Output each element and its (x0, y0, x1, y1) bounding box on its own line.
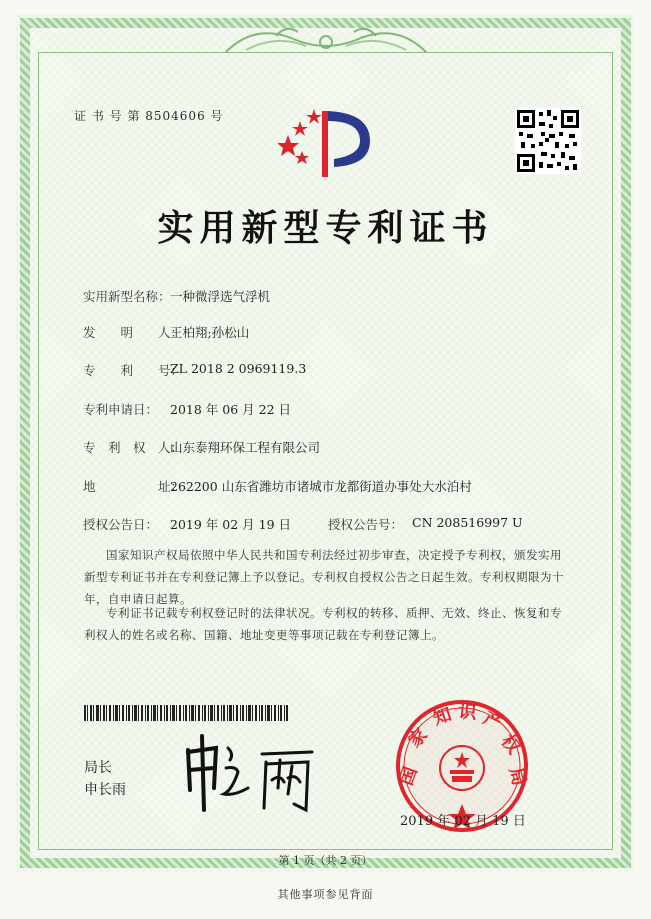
address-value: 262200 山东省潍坊市诸城市龙都街道办事处大水泊村 (170, 479, 472, 494)
barcode-icon (84, 705, 288, 721)
inventor-label: 发 明 人： (83, 325, 184, 340)
svg-text:知: 知 (430, 704, 455, 730)
grant-date-value: 2019 年 02 月 19 日 (170, 517, 291, 532)
svg-text:家: 家 (404, 724, 432, 752)
paragraph-2-line-2: 利权人的姓名或名称、国籍、地址变更等事项记载在专利登记簿上。 (84, 628, 444, 642)
director-name: 申长雨 (84, 782, 126, 798)
grant-date-label: 授权公告日： (83, 517, 159, 532)
name-label: 实用新型名称： (83, 289, 171, 304)
paragraph-1-line-3: 年，自申请日起算。 (84, 592, 192, 606)
cnipa-logo-icon (278, 103, 378, 181)
grant-number-value: CN 208516997 U (412, 515, 523, 530)
grant-number-label: 授权公告号： (328, 517, 404, 532)
paragraph-1-line-1: 国家知识产权局依照中华人民共和国专利法经过初步审查，决定授予专利权，颁发实用 (106, 548, 562, 562)
patent-number-value: ZL 2018 2 0969119.3 (170, 361, 307, 376)
svg-text:局: 局 (504, 765, 530, 788)
patentee-label: 专 利 权 人： (83, 440, 184, 455)
page-number: 第 1 页（共 2 页） (278, 854, 373, 867)
inventor-value: 王柏翔;孙松山 (170, 325, 250, 340)
footer-note: 其他事项参见背面 (277, 888, 374, 901)
address-label: 地 址： (83, 479, 184, 494)
qr-code-icon (515, 108, 581, 174)
filing-date-label: 专利申请日： (83, 402, 159, 417)
patent-number-label: 专 利 号： (83, 363, 184, 378)
director-signature-icon (176, 730, 326, 820)
svg-text:识: 识 (457, 701, 478, 724)
certificate-number: 证 书 号 第 8504606 号 (74, 109, 224, 123)
director-title: 局长 (84, 760, 112, 776)
patentee-value: 山东泰翔环保工程有限公司 (170, 440, 321, 455)
seal-date: 2019 年 02 月 19 日 (400, 814, 526, 829)
filing-date-value: 2018 年 06 月 22 日 (170, 402, 291, 417)
top-ornament-icon (216, 16, 436, 62)
svg-text:国: 国 (395, 764, 422, 789)
svg-text:产: 产 (479, 707, 506, 735)
name-value: 一种微浮选气浮机 (170, 289, 271, 304)
page-title: 实用新型专利证书 (157, 208, 494, 249)
svg-text:权: 权 (496, 731, 525, 759)
paragraph-1-line-2: 新型专利证书并在专利登记簿上予以登记。专利权自授权公告之日起生效。专利权期限为十 (84, 570, 564, 584)
paragraph-2-line-1: 专利证书记载专利权登记时的法律状况。专利权的转移、质押、无效、终止、恢复和专 (106, 606, 562, 620)
